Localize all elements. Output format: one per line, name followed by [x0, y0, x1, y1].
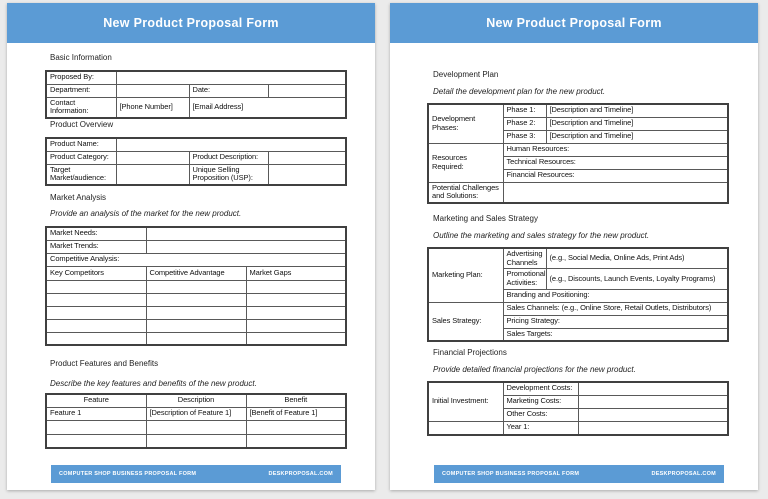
header-band — [390, 3, 758, 43]
feature-1-benefit-input[interactable]: [Benefit of Feature 1] — [246, 407, 346, 420]
competitive-analysis-label: Competitive Analysis: — [46, 253, 346, 266]
market-trends-input[interactable] — [146, 240, 346, 253]
phone-number-input[interactable]: [Phone Number] — [116, 97, 189, 118]
gap-input[interactable] — [246, 280, 346, 293]
competitive-advantage-header: Competitive Advantage — [146, 266, 246, 280]
competitor-input[interactable] — [46, 319, 146, 332]
phase-1-input[interactable]: [Description and Timeline] — [546, 104, 728, 117]
footer-band — [434, 465, 724, 483]
financial-resources-input[interactable]: Financial Resources: — [503, 169, 728, 182]
feature-input[interactable] — [46, 434, 146, 448]
target-market-label: Target Market/audience: — [46, 164, 116, 185]
other-costs-label: Other Costs: — [503, 408, 578, 421]
advantage-input[interactable] — [146, 293, 246, 306]
page-title: New Product Proposal Form — [103, 16, 279, 30]
phase-2-label: Phase 2: — [503, 117, 546, 130]
heading-marketing-sales: Marketing and Sales Strategy — [433, 214, 538, 223]
target-market-input[interactable] — [116, 164, 189, 185]
footer-left-text: COMPUTER SHOP BUSINESS PROPOSAL FORM — [442, 471, 580, 477]
development-costs-label: Development Costs: — [503, 382, 578, 395]
feature-benefit-input[interactable] — [246, 420, 346, 434]
technical-resources-input[interactable]: Technical Resources: — [503, 156, 728, 169]
financial-projections-description: Provide detailed financial projections for the new product. — [433, 365, 636, 374]
page-title: New Product Proposal Form — [486, 16, 662, 30]
market-gaps-header: Market Gaps — [246, 266, 346, 280]
competitor-input[interactable] — [46, 332, 146, 345]
page-2 — [390, 3, 758, 490]
gap-input[interactable] — [246, 306, 346, 319]
financial-projections-table — [427, 381, 729, 436]
market-needs-input[interactable] — [146, 227, 346, 240]
competitor-input[interactable] — [46, 306, 146, 319]
heading-market-analysis: Market Analysis — [50, 193, 107, 202]
heading-financial-projections: Financial Projections — [433, 348, 507, 357]
resources-required-label: Resources Required: — [428, 143, 503, 182]
product-category-input[interactable] — [116, 151, 189, 164]
sales-channels-input[interactable]: Sales Channels: (e.g., Online Store, Retail Outlets, Distributors) — [503, 302, 728, 315]
marketing-costs-input[interactable] — [578, 395, 728, 408]
advertising-channels-input[interactable]: (e.g., Social Media, Online Ads, Print Ads) — [546, 248, 728, 269]
usp-input[interactable] — [268, 164, 346, 185]
advertising-channels-label: Advertising Channels — [503, 248, 546, 269]
phase-1-label: Phase 1: — [503, 104, 546, 117]
product-name-label: Product Name: — [46, 138, 116, 151]
feature-1-description-input[interactable]: [Description of Feature 1] — [146, 407, 246, 420]
development-plan-description: Detail the development plan for the new product. — [433, 87, 606, 96]
initial-investment-label: Initial Investment: — [428, 382, 503, 421]
advantage-input[interactable] — [146, 306, 246, 319]
promotional-activities-label: Promotional Activities: — [503, 269, 546, 289]
gap-input[interactable] — [246, 332, 346, 345]
pricing-strategy-input[interactable]: Pricing Strategy: — [503, 315, 728, 328]
basic-information-table — [45, 70, 347, 119]
development-plan-table — [427, 103, 729, 204]
advantage-input[interactable] — [146, 319, 246, 332]
marketing-sales-description: Outline the marketing and sales strategy for the new product. — [433, 231, 650, 240]
features-benefits-table — [45, 393, 347, 449]
department-label: Department: — [46, 84, 116, 97]
date-label: Date: — [189, 84, 268, 97]
market-analysis-table — [45, 226, 347, 346]
page-1 — [7, 3, 375, 490]
advantage-input[interactable] — [146, 280, 246, 293]
product-name-input[interactable] — [116, 138, 346, 151]
footer-band — [51, 465, 341, 483]
department-input[interactable] — [116, 84, 189, 97]
product-features-description: Describe the key features and benefits of the new product. — [50, 379, 257, 388]
description-header: Description — [146, 394, 246, 407]
date-input[interactable] — [268, 84, 346, 97]
heading-product-overview: Product Overview — [50, 120, 114, 129]
feature-benefit-input[interactable] — [246, 434, 346, 448]
other-costs-input[interactable] — [578, 408, 728, 421]
gap-input[interactable] — [246, 293, 346, 306]
development-phases-label: Development Phases: — [428, 104, 503, 143]
year-1-label: Year 1: — [503, 421, 578, 435]
usp-label: Unique Selling Proposition (USP): — [189, 164, 268, 185]
challenges-solutions-input[interactable] — [503, 182, 728, 203]
benefit-header: Benefit — [246, 394, 346, 407]
phase-2-input[interactable]: [Description and Timeline] — [546, 117, 728, 130]
branding-positioning-input[interactable]: Branding and Positioning: — [503, 289, 728, 302]
feature-description-input[interactable] — [146, 420, 246, 434]
phase-3-input[interactable]: [Description and Timeline] — [546, 130, 728, 143]
sales-strategy-label: Sales Strategy: — [428, 302, 503, 341]
email-address-input[interactable]: [Email Address] — [189, 97, 346, 118]
competitor-input[interactable] — [46, 280, 146, 293]
key-competitors-header: Key Competitors — [46, 266, 146, 280]
feature-input[interactable] — [46, 420, 146, 434]
market-analysis-description: Provide an analysis of the market for the new product. — [50, 209, 242, 218]
human-resources-input[interactable]: Human Resources: — [503, 143, 728, 156]
footer-right-text: DESKPROPOSAL.COM — [268, 471, 333, 477]
marketing-plan-label: Marketing Plan: — [428, 248, 503, 302]
contact-information-label: Contact Information: — [46, 97, 116, 118]
heading-development-plan: Development Plan — [433, 70, 499, 79]
competitor-input[interactable] — [46, 293, 146, 306]
product-overview-table — [45, 137, 347, 186]
product-description-input[interactable] — [268, 151, 346, 164]
marketing-costs-label: Marketing Costs: — [503, 395, 578, 408]
gap-input[interactable] — [246, 319, 346, 332]
advantage-input[interactable] — [146, 332, 246, 345]
feature-1-input[interactable]: Feature 1 — [46, 407, 146, 420]
promotional-activities-input[interactable]: (e.g., Discounts, Launch Events, Loyalty Programs) — [546, 269, 728, 289]
footer-left-text: COMPUTER SHOP BUSINESS PROPOSAL FORM — [59, 471, 197, 477]
footer-right-text: DESKPROPOSAL.COM — [651, 471, 716, 477]
development-costs-input[interactable] — [578, 382, 728, 395]
proposed-by-label: Proposed By: — [46, 71, 116, 84]
header-band — [7, 3, 375, 43]
product-category-label: Product Category: — [46, 151, 116, 164]
phase-3-label: Phase 3: — [503, 130, 546, 143]
blank-cell — [428, 421, 503, 435]
product-description-label: Product Description: — [189, 151, 268, 164]
marketing-sales-table — [427, 247, 729, 342]
heading-basic-information: Basic Information — [50, 53, 112, 62]
challenges-solutions-label: Potential Challenges and Solutions: — [428, 182, 503, 203]
proposed-by-input[interactable] — [116, 71, 346, 84]
year-1-input[interactable] — [578, 421, 728, 435]
feature-description-input[interactable] — [146, 434, 246, 448]
sales-targets-input[interactable]: Sales Targets: — [503, 328, 728, 341]
market-needs-label: Market Needs: — [46, 227, 146, 240]
market-trends-label: Market Trends: — [46, 240, 146, 253]
feature-header: Feature — [46, 394, 146, 407]
heading-product-features: Product Features and Benefits — [50, 359, 159, 368]
